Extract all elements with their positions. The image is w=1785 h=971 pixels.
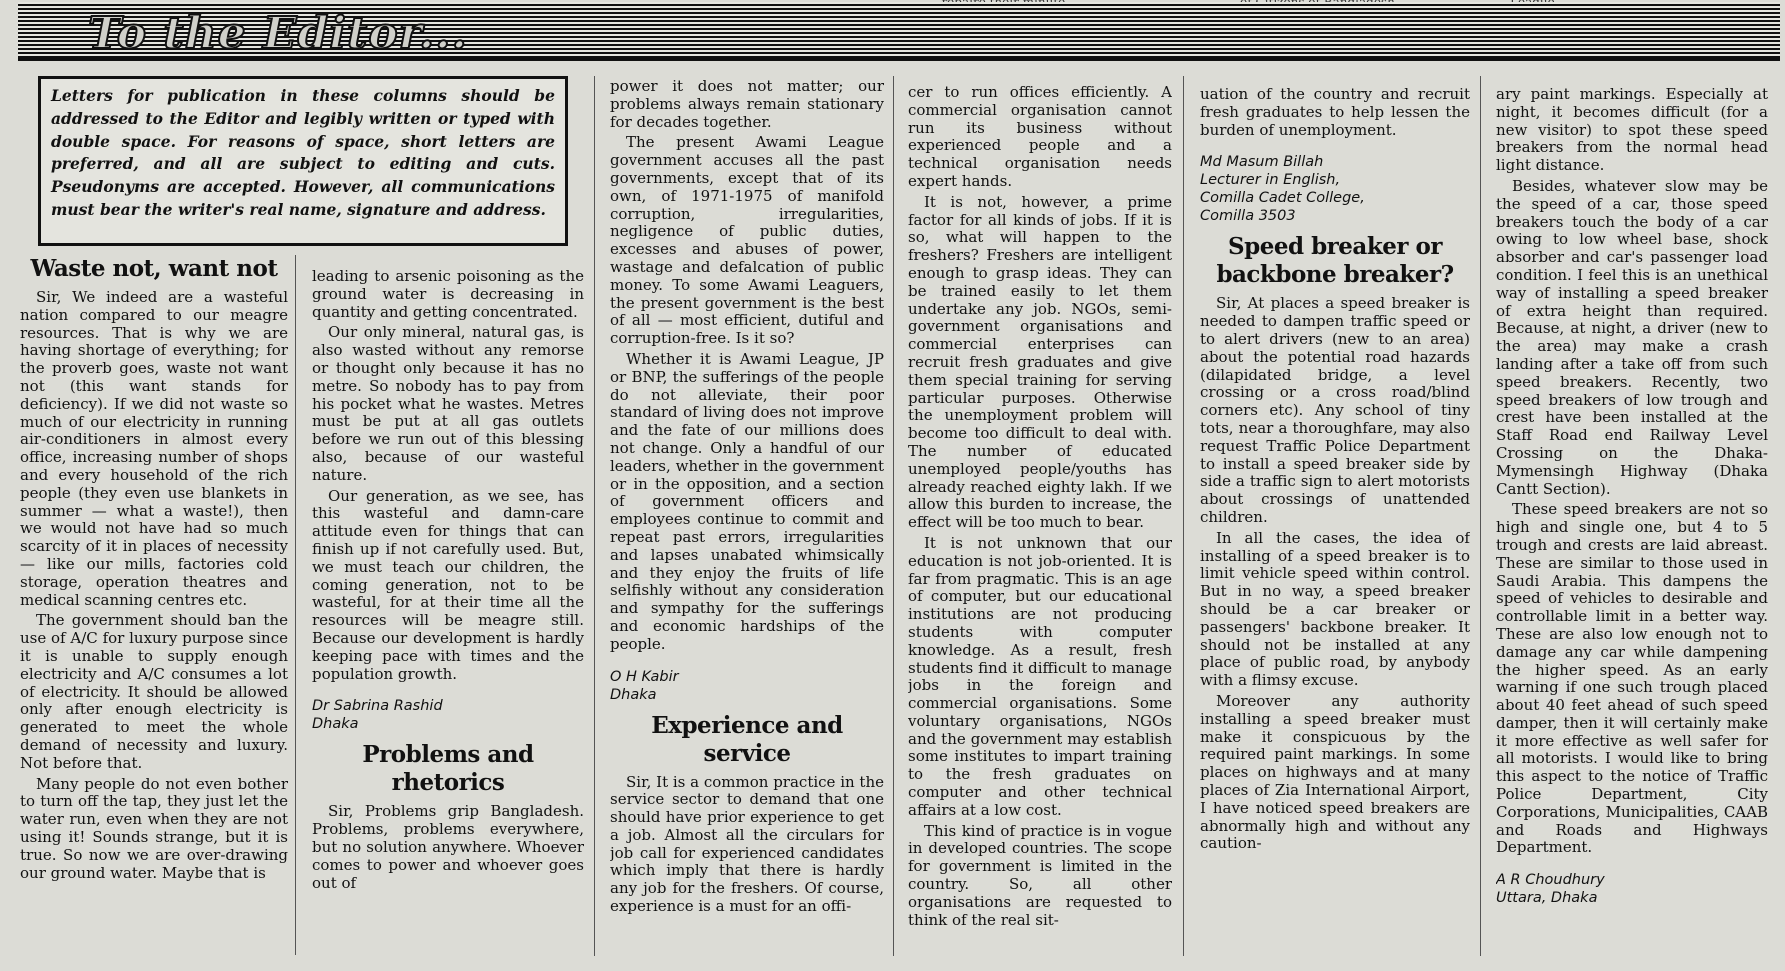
paragraph: Sir, At places a speed breaker is needed to dampen traffic speed or to alert drivers (new to an area) about the potential road hazards (dilapidated bridge, a level crossing or a cross road/blind corners etc). Any school of tiny tots, near a thoroughfare, may also request Traffic Police Department to install a speed breaker side by side a traffic sign to alert motorists about crossings of unattended children. [1200,294,1470,526]
paragraph: Besides, whatever slow may be the speed of a car, those speed breakers touch the body of a car owing to low wheel base, shock absorber and car's passenger load condition. I feel this is an unethical way of installing a speed breaker of extra height than required. Because, at night, a driver (new to the area) may make a crash landing after a take off from such speed breakers. Recently, two speed breakers of low trough and crest have been installed at the Staff Road end Railway Level Crossing on the Dhaka-Mymensingh Highway (Dhaka Cantt Section). [1496,176,1768,498]
letter-heading: Experience and service [651,711,843,767]
column-rule [594,76,595,956]
paragraph: ary paint markings. Especially at night, it becomes difficult (for a new visitor) to spot these speed breakers from the normal head light distance. [1496,86,1768,175]
column-rule [1480,76,1481,956]
signature-place: Comilla 3503 [1200,208,1296,225]
signature-line: Comilla Cadet College, [1200,190,1365,207]
paragraph: It is not unknown that our education is not job-oriented. It is far from pragmatic. This is an age of computer, but our educational institutions are not producing students with computer knowledge. As a result, fresh students find it difficult to manage jobs in the foreign and commercial organisations. Some voluntary organisations, NGOs and the government may establish some institutes to impart training to the fresh graduates on computer and other technical affairs at a low cost. [908,533,1172,819]
editorial-notice: Letters for publication in these columns should be addressed to the Editor and legibly written or typed with double space. For reasons of space, short letters are preferred, and all are subject to editing and cuts. Pseudonyms are accepted. However, all communications must bear the writer's real name, signature and address. [38,76,568,246]
signature-place: Dhaka [610,686,657,703]
signature-name: Dr Sabrina Rashid [312,698,443,715]
paragraph: Whether it is Awami League, JP or BNP, the sufferings of the people do not alleviate, their poor standard of living does not improve and the fate of our millions does not change. Only a handful of our leaders, whether in the government or in the opposition, and a section of government officers and employees continue to commit and repeat past errors, irregularities and lapses unabated whimsically and they enjoy the fruits of life selfishly without any consideration and sympathy for the sufferings and economic hardships of the people. [610,349,884,653]
column-1 [20,255,288,965]
signature [1496,871,1768,907]
signature-name: O H Kabir [610,668,679,685]
column-rule [295,255,296,955]
signature-name: Md Masum Billah [1200,154,1324,171]
letter-heading: Problems and rhetorics [362,741,534,797]
signature-place: Uttara, Dhaka [1496,890,1598,907]
paragraph: Sir, It is a common practice in the service sector to demand that one should have prior experience to get a job. Almost all the circulars for job call for experienced candidates which imply that there is hardly any job for the freshers. Of course, experience is a must for an offi- [610,772,884,916]
signature [312,697,584,733]
column-3 [610,78,884,968]
paragraph: Sir, We indeed are a wasteful nation compared to our meagre resources. That is why we are having shortage of everything; for the proverb goes, waste not want not (this want stands for deficiency). If we did not waste so much of our electricity in running air-conditioners in almost every office, increasing number of shops and every household of the rich people (they even use blankets in summer — what a waste!), then we would not have had so much scarcity of it in places of necessity — like our mills, factories cold storage, operation theatres and medical scanning centres etc. [20,288,288,609]
paragraph: leading to arsenic poisoning as the ground water is decreasing in quantity and getting concentrated. [312,268,584,321]
column-rule [893,76,894,956]
paragraph: The present Awami League government accuses all the past governments, except that of its own, of 1971-1975 of manifold corruption, irregularities, negligence of public duties, excesses and abuses of power, wastage and defalcation of public money. To some Awami Leaguers, the present government is the best of all — most efficient, dutiful and corruption-free. Is it so? [610,133,884,348]
paragraph: It is not, however, a prime factor for all kinds of jobs. If it is so, what will happen to the freshers? Freshers are intelligent enough to grasp ideas. They can be trained easily to let them undertake any job. NGOs, semi-government organisations and commercial enterprises can recruit fresh graduates and give them special training for serving particular purposes. Otherwise the unemployment problem will become too difficult to deal with. The number of educated unemployed people/youths has already reached eighty lakh. If we allow this burden to increase, the effect will be too much to bear. [908,192,1172,532]
section-banner [18,2,1780,61]
column-2 [312,268,584,968]
paragraph: In all the cases, the idea of installing of a speed breaker is to limit vehicle speed within control. But in no way, a speed breaker should be a car breaker or passengers' backbone breaker. It should not be installed at any place of public road, by anybody with a flimsy excuse. [1200,528,1470,690]
section-title: To the Editor... [88,8,468,59]
paragraph: Our generation, as we see, has this wasteful and damn-care attitude even for things that can finish up if not carefully used. But, we must teach our children, the coming generation, not to be wasteful, for at their time all the resources will be meagre still. Because our development is hardly keeping pace with times and the population growth. [312,486,584,683]
column-4 [908,84,1172,968]
signature-place: Dhaka [312,716,359,733]
column-rule [1183,76,1184,956]
column-6 [1496,86,1768,968]
signature [610,668,884,704]
signature-name: A R Choudhury [1496,872,1605,889]
letter-heading: Speed breaker or backbone breaker? [1216,233,1454,289]
signature-line: Lecturer in English, [1200,172,1341,189]
paragraph: These speed breakers are not so high and single one, but 4 to 5 trough and crests are laid abreast. These are similar to those used in Saudi Arabia. This dampens the speed of vehicles to desirable and controllable limit in a better way. These are also low enough not to damage any car while dampening the higher speed. As an early warning if one such trough placed about 40 feet ahead of such speed damper, then it will certainly make it more effective as well safer for all motorists. I would like to bring this aspect to the notice of Traffic Police Department, City Corporations, Municipalities, CAAB and Roads and Highways Department. [1496,500,1768,857]
column-5 [1200,86,1470,968]
paragraph: Sir, Problems grip Bangladesh. Problems, problems everywhere, but no solution anywhere. Whoever comes to power and whoever goes out of [312,802,584,892]
paragraph: The government should ban the use of A/C for luxury purpose since it is unable to supply enough electricity and A/C consumes a lot of electricity. It should be allowed only after enough electricity is generated to meet the whole demand of necessity and luxury. Not before that. [20,611,288,772]
paragraph: Many people do not even bother to turn off the tap, they just let the water run, even when they are not using it! Sounds strange, but it is true. So now we are over-drawing our ground water. Maybe that is [20,774,288,882]
paragraph: This kind of practice is in vogue in developed countries. The scope for government is limited in the country. So, all other organisations are requested to think of the real sit- [908,821,1172,929]
signature [1200,153,1470,225]
paragraph: Moreover any authority installing a speed breaker must make it conspicuous by the required paint markings. In some places on highways and at many places of Zia International Airport, I have noticed speed breakers are abnormally high and without any caution- [1200,691,1470,853]
paragraph: cer to run offices efficiently. A commercial organisation cannot run its business without experienced people and a technical organisation needs expert hands. [908,84,1172,190]
letter-heading: Waste not, want not [30,255,278,282]
paragraph: Our only mineral, natural gas, is also wasted without any remorse or thought only because it has no metre. So nobody has to pay from his pocket what he wastes. Metres must be put at all gas outlets before we run out of this blessing also, because of our wasteful nature. [312,323,584,484]
paragraph: uation of the country and recruit fresh graduates to help lessen the burden of unemployment. [1200,86,1470,139]
paragraph: power it does not matter; our problems always remain stationary for decades together. [610,78,884,131]
